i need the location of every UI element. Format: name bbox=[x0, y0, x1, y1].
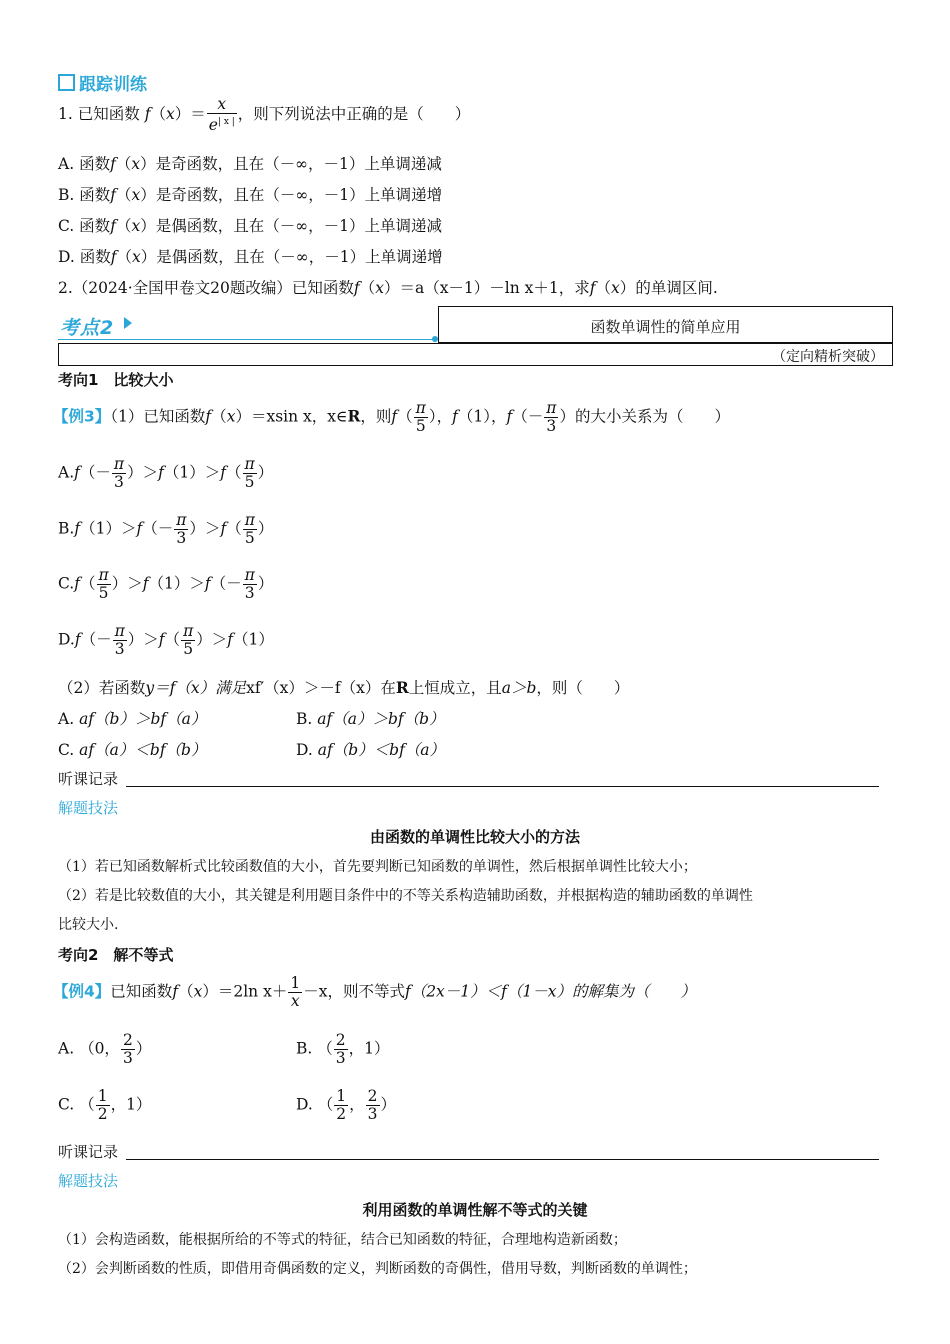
example-4: 【例4】已知函数f（x）＝2ln x＋ $\frac{1}{x}$ －x，则不等式f（2x－1）＜f（1－x）的解集为（ ） bbox=[53, 974, 696, 1010]
q1-option-b[interactable]: B. 函数f（x）是奇函数，且在（－∞，－1）上单调递增 bbox=[58, 186, 443, 204]
direction-2-label: 考向2 解不等式 bbox=[58, 946, 174, 964]
ex3-2-option-c[interactable]: C. af（a）＜bf（b） bbox=[58, 741, 207, 759]
tip-line: （1）若已知函数解析式比较函数值的大小，首先要判断已知函数的单调性，然后根据单调性比较大小； bbox=[58, 859, 697, 875]
triangle-icon bbox=[124, 317, 132, 329]
ex4-option-b[interactable]: B. （ $\frac{2}{3}$ ，1） bbox=[296, 1031, 390, 1067]
square-icon bbox=[58, 74, 75, 91]
notes-line[interactable] bbox=[126, 1159, 879, 1160]
section-heading-track: 跟踪训练 bbox=[58, 70, 147, 95]
tip-line: （2）若是比较数值的大小，其关键是利用题目条件中的不等关系构造辅助函数，并根据构造的辅助函数的单调性 bbox=[58, 888, 753, 904]
section-subtitle-box: （定向精析突破） bbox=[58, 343, 893, 366]
ex4-option-a[interactable]: A. （0， $\frac{2}{3}$ ） bbox=[58, 1031, 152, 1067]
ex3-2-option-b[interactable]: B. af（a）＞bf（b） bbox=[296, 710, 445, 728]
ex3-2-option-a[interactable]: A. af（b）＞bf（a） bbox=[58, 710, 207, 728]
tip-label: 解题技法 bbox=[58, 799, 119, 817]
ex3-option-d[interactable]: D.f（－ $\frac{\pi}{3}$ ）＞f（ $\frac{\pi}{5}$ ）＞f（1） bbox=[58, 622, 274, 658]
notes-line[interactable] bbox=[126, 786, 879, 787]
direction-1-label: 考向1 比较大小 bbox=[58, 371, 174, 389]
ex3-option-a[interactable]: A.f（－ $\frac{\pi}{3}$ ）＞f（1）＞f（ $\frac{\pi}{5}$ ） bbox=[58, 455, 274, 491]
example-3: 【例3】（1）已知函数f（x）＝xsin x，x∈R，则f（ $\frac{\pi}{5}$ ），f（1），f（－ $\frac{\pi}{3}$ ）的大小关系为（ ） bbox=[53, 399, 730, 435]
q1-option-a[interactable]: A. 函数f（x）是奇函数，且在（－∞，－1）上单调递减 bbox=[58, 155, 442, 173]
ex3-2-option-d[interactable]: D. af（b）＜bf（a） bbox=[296, 741, 446, 759]
section-badge: 考点2 bbox=[58, 307, 438, 343]
ex4-option-d[interactable]: D. （ $\frac{1}{2}$ ， $\frac{2}{3}$ ） bbox=[296, 1087, 397, 1123]
tip-line: 比较大小. bbox=[58, 917, 119, 933]
ex4-option-c[interactable]: C. （ $\frac{1}{2}$ ，1） bbox=[58, 1087, 152, 1123]
question-2: 2.（2024·全国甲卷文20题改编）已知函数f（x）＝a（x－1）－ln x＋1，求f（x）的单调区间. bbox=[58, 279, 718, 297]
tip-title: 利用函数的单调性解不等式的关键 bbox=[362, 1201, 588, 1219]
ex3-option-c[interactable]: C.f（ $\frac{\pi}{5}$ ）＞f（1）＞f（－ $\frac{\pi}{3}$ ） bbox=[58, 566, 274, 602]
notes-label: 听课记录 bbox=[58, 1143, 119, 1161]
tip-line: （1）会构造函数，能根据所给的不等式的特征，结合已知函数的特征，合理地构造新函数； bbox=[58, 1232, 627, 1248]
section-title-box: 函数单调性的简单应用 bbox=[438, 306, 893, 343]
fraction: $\frac{x}{e^{| x |}}$ bbox=[208, 95, 235, 135]
q1-option-d[interactable]: D. 函数f（x）是偶函数，且在（－∞，－1）上单调递增 bbox=[58, 248, 443, 266]
q1-option-c[interactable]: C. 函数f（x）是偶函数，且在（－∞，－1）上单调递减 bbox=[58, 217, 442, 235]
notes-label: 听课记录 bbox=[58, 770, 119, 788]
tip-line: （2）会判断函数的性质，即借用奇偶函数的定义，判断函数的奇偶性，借用导数，判断函数的单调性； bbox=[58, 1261, 697, 1277]
tip-title: 由函数的单调性比较大小的方法 bbox=[369, 828, 580, 846]
example-3-part-2: （2）若函数y＝f（x）满足xf′（x）＞－f（x）在R上恒成立，且a＞b，则（ ） bbox=[58, 678, 630, 697]
ex3-option-b[interactable]: B.f（1）＞f（－ $\frac{\pi}{3}$ ）＞f（ $\frac{\pi}{5}$ ） bbox=[58, 511, 274, 547]
tip-label: 解题技法 bbox=[58, 1172, 119, 1190]
question-1: 1. 已知函数 f（x）＝ $\frac{x}{e^{| x |}}$ ，则下列说法中正确的是（ ） bbox=[58, 95, 471, 135]
